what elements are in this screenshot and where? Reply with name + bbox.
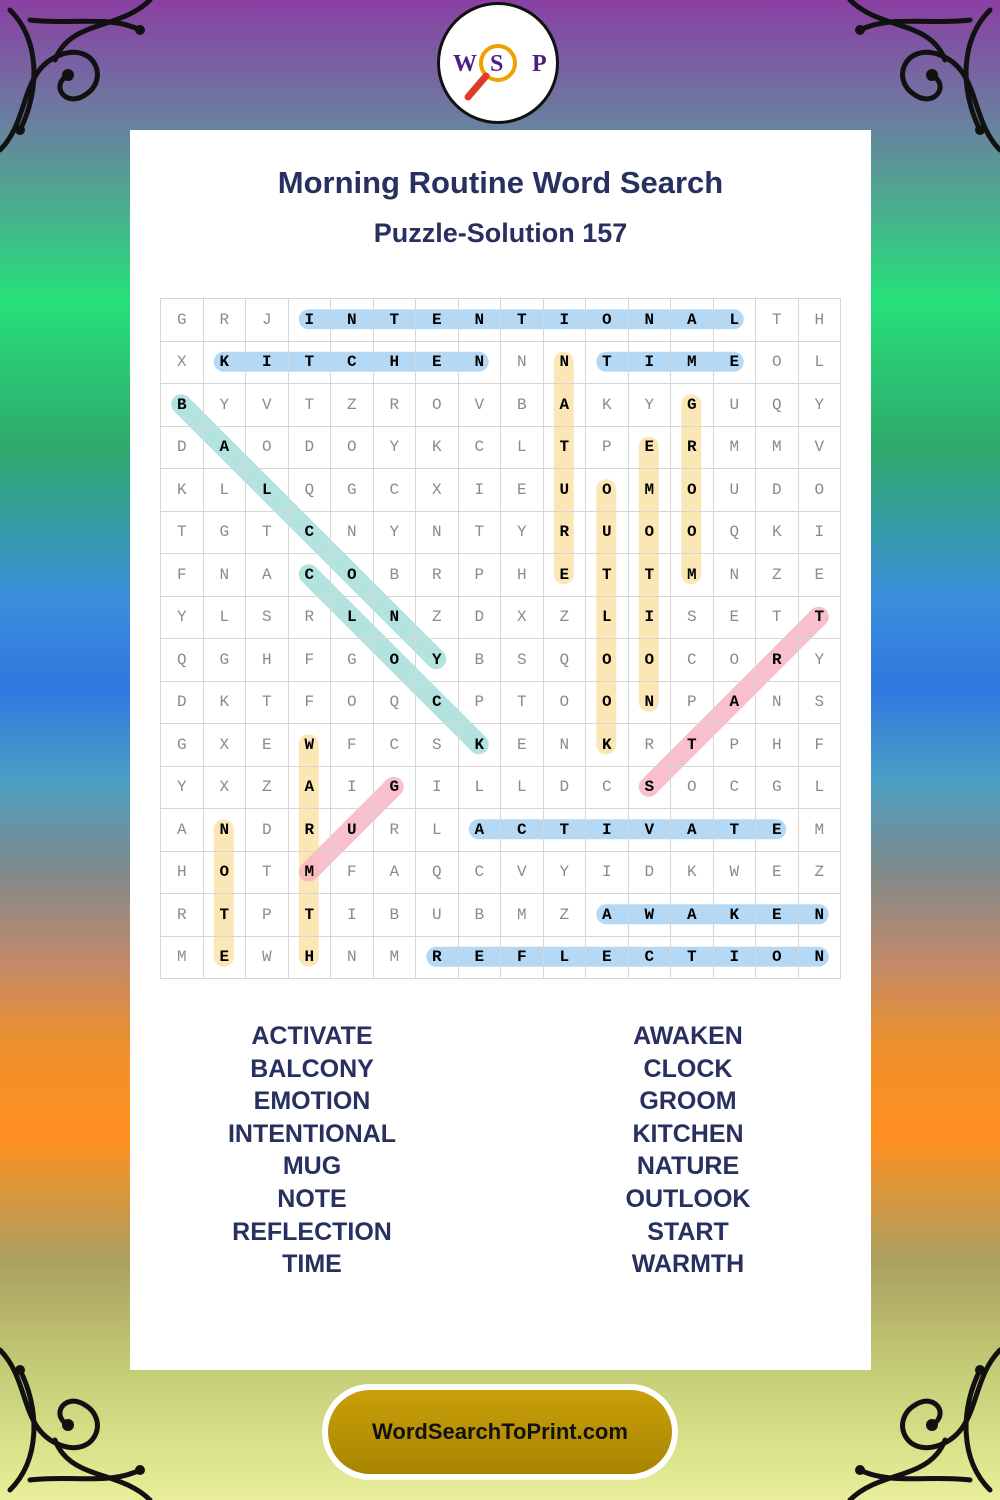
grid-cell[interactable]: C [289, 512, 332, 555]
grid-cell[interactable]: L [586, 597, 629, 640]
grid-cell[interactable]: C [629, 937, 672, 980]
grid-cell[interactable]: D [629, 852, 672, 895]
grid-cell[interactable]: I [331, 894, 374, 937]
grid-cell[interactable]: T [799, 597, 842, 640]
grid-cell[interactable]: C [289, 554, 332, 597]
grid-cell[interactable]: H [161, 852, 204, 895]
grid-cell[interactable]: F [799, 724, 842, 767]
grid-cell[interactable]: E [544, 554, 587, 597]
word-list-item: START [647, 1217, 729, 1246]
grid-cell[interactable]: C [671, 639, 714, 682]
grid-cell[interactable]: L [544, 937, 587, 980]
grid-cell[interactable]: P [671, 682, 714, 725]
word-list-item: KITCHEN [632, 1119, 744, 1148]
grid-cell[interactable]: A [714, 682, 757, 725]
website-link[interactable]: WordSearchToPrint.com [328, 1390, 672, 1474]
grid-cell[interactable]: N [459, 342, 502, 385]
grid-cell[interactable]: O [331, 554, 374, 597]
grid-cell[interactable]: X [204, 767, 247, 810]
grid-cell[interactable]: G [671, 384, 714, 427]
grid-cell[interactable]: Z [756, 554, 799, 597]
grid-cell[interactable]: M [714, 427, 757, 470]
grid-cell[interactable]: T [586, 342, 629, 385]
grid-cell[interactable]: N [331, 299, 374, 342]
grid-cell[interactable]: J [246, 299, 289, 342]
grid-cell[interactable]: T [204, 894, 247, 937]
grid-cell[interactable]: N [544, 342, 587, 385]
grid-cell[interactable]: K [204, 682, 247, 725]
grid-cell[interactable]: E [416, 342, 459, 385]
grid-cell[interactable]: O [416, 384, 459, 427]
grid-cell[interactable]: Y [544, 852, 587, 895]
page-subtitle: Puzzle-Solution 157 [373, 218, 628, 248]
grid-cell[interactable]: S [671, 597, 714, 640]
grid-cell[interactable]: O [331, 682, 374, 725]
grid-cell[interactable]: C [374, 469, 417, 512]
word-list-item: EMOTION [253, 1087, 371, 1116]
grid-cell[interactable]: E [586, 937, 629, 980]
grid-cell[interactable]: T [459, 512, 502, 555]
website-badge[interactable] [322, 1384, 678, 1480]
grid-cell[interactable]: C [586, 767, 629, 810]
word-list-right [538, 1020, 838, 1281]
grid-cell[interactable]: H [799, 299, 842, 342]
word-list-item: AWAKEN [633, 1022, 743, 1050]
grid-cell[interactable]: G [161, 299, 204, 342]
grid-cell[interactable]: Y [416, 639, 459, 682]
grid-cell[interactable]: M [289, 852, 332, 895]
grid-cell[interactable]: E [756, 894, 799, 937]
grid-cell[interactable]: C [459, 852, 502, 895]
grid-cell[interactable]: Q [714, 512, 757, 555]
grid-cell[interactable]: A [161, 809, 204, 852]
grid-cell[interactable]: H [501, 554, 544, 597]
grid-cell[interactable]: Z [246, 767, 289, 810]
grid-cell[interactable]: R [416, 937, 459, 980]
grid-cell[interactable]: T [756, 299, 799, 342]
grid-cell[interactable]: Y [799, 639, 842, 682]
grid-cell[interactable]: K [459, 724, 502, 767]
grid-cell[interactable]: S [416, 724, 459, 767]
grid-cell[interactable]: P [459, 554, 502, 597]
grid-cell[interactable]: C [714, 767, 757, 810]
word-list-item: NATURE [636, 1152, 740, 1181]
grid-cell[interactable]: M [671, 342, 714, 385]
grid-cell[interactable]: R [161, 894, 204, 937]
grid-cell[interactable]: H [756, 724, 799, 767]
grid-cell[interactable]: T [629, 554, 672, 597]
grid-cell[interactable]: F [161, 554, 204, 597]
grid-cell[interactable]: O [204, 852, 247, 895]
grid-cell[interactable]: Y [629, 384, 672, 427]
grid-cell[interactable]: D [161, 682, 204, 725]
grid-cell[interactable]: M [374, 937, 417, 980]
grid-cell[interactable]: F [289, 639, 332, 682]
grid-cell[interactable]: I [586, 809, 629, 852]
grid-cell[interactable]: V [246, 384, 289, 427]
grid-cell[interactable]: L [799, 767, 842, 810]
grid-cell[interactable]: X [501, 597, 544, 640]
grid-cell[interactable]: X [204, 724, 247, 767]
grid-cell[interactable]: L [204, 469, 247, 512]
grid-cell[interactable]: N [331, 937, 374, 980]
grid-cell[interactable]: E [459, 937, 502, 980]
grid-cell[interactable]: G [204, 512, 247, 555]
grid-cell[interactable]: G [331, 639, 374, 682]
grid-cell[interactable]: O [799, 469, 842, 512]
grid-cell[interactable]: O [374, 639, 417, 682]
word-list-item: NOTE [277, 1184, 347, 1213]
grid-cell[interactable]: E [714, 597, 757, 640]
word-list-item: TIME [282, 1250, 342, 1279]
grid-cell[interactable]: I [629, 342, 672, 385]
grid-cell[interactable]: R [629, 724, 672, 767]
grid-cell[interactable]: A [671, 299, 714, 342]
grid-cell[interactable]: O [714, 639, 757, 682]
grid-cell[interactable]: O [331, 427, 374, 470]
grid-cell[interactable]: S [799, 682, 842, 725]
grid-cell[interactable]: A [671, 809, 714, 852]
word-list-item: WARMTH [631, 1250, 745, 1279]
grid-cell[interactable]: K [671, 852, 714, 895]
grid-cell[interactable]: S [629, 767, 672, 810]
grid-cell[interactable]: O [544, 682, 587, 725]
grid-cell[interactable]: Q [756, 384, 799, 427]
page-title: Morning Routine Word Search [277, 165, 724, 200]
grid-cell[interactable]: T [161, 512, 204, 555]
grid-cell[interactable]: D [161, 427, 204, 470]
word-list-item: OUTLOOK [625, 1184, 751, 1213]
grid-cell[interactable]: U [586, 512, 629, 555]
logo-letter-w: W [453, 51, 477, 77]
grid-cell[interactable]: R [544, 512, 587, 555]
grid-cell[interactable]: Y [204, 384, 247, 427]
grid-cell[interactable]: D [756, 469, 799, 512]
grid-cell[interactable]: Y [161, 597, 204, 640]
grid-cell[interactable]: B [374, 554, 417, 597]
grid-cell[interactable]: T [586, 554, 629, 597]
grid-cell[interactable]: L [714, 299, 757, 342]
grid-cell[interactable]: A [289, 767, 332, 810]
grid-cell[interactable]: I [799, 512, 842, 555]
grid-cell[interactable]: N [416, 512, 459, 555]
grid-cell[interactable]: O [586, 299, 629, 342]
grid-cell[interactable]: L [204, 597, 247, 640]
grid-cell[interactable]: O [586, 639, 629, 682]
grid-cell[interactable]: T [501, 299, 544, 342]
grid-cell[interactable]: N [799, 937, 842, 980]
grid-cell[interactable]: R [416, 554, 459, 597]
grid-cell[interactable]: Y [374, 427, 417, 470]
grid-cell[interactable]: N [799, 894, 842, 937]
grid-cell[interactable]: A [374, 852, 417, 895]
grid-cell[interactable]: Q [289, 469, 332, 512]
word-list-item: GROOM [639, 1087, 737, 1116]
grid-cell[interactable]: L [416, 809, 459, 852]
grid-cell[interactable]: Q [416, 852, 459, 895]
grid-cell[interactable]: R [374, 384, 417, 427]
grid-cell[interactable]: D [544, 767, 587, 810]
grid-cell[interactable]: Z [544, 894, 587, 937]
grid-cell[interactable]: T [246, 852, 289, 895]
word-list-item: INTENTIONAL [227, 1119, 397, 1148]
grid-cell[interactable]: O [246, 427, 289, 470]
grid-cell[interactable]: V [501, 852, 544, 895]
word-list-item: REFLECTION [232, 1217, 392, 1246]
grid-cell[interactable]: I [246, 342, 289, 385]
grid-cell[interactable]: Y [161, 767, 204, 810]
grid-cell[interactable]: B [161, 384, 204, 427]
grid-cell[interactable]: Z [544, 597, 587, 640]
grid-cell[interactable]: S [501, 639, 544, 682]
grid-cell[interactable]: W [629, 894, 672, 937]
grid-cell[interactable]: N [714, 554, 757, 597]
grid-cell[interactable]: G [204, 639, 247, 682]
grid-cell[interactable]: T [544, 809, 587, 852]
grid-cell[interactable]: Q [374, 682, 417, 725]
grid-cell[interactable]: I [544, 299, 587, 342]
grid-cell[interactable]: M [629, 469, 672, 512]
grid-cell[interactable]: O [586, 682, 629, 725]
grid-cell[interactable]: T [671, 937, 714, 980]
grid-cell[interactable]: Q [161, 639, 204, 682]
grid-cell[interactable]: X [416, 469, 459, 512]
grid-cell[interactable]: F [289, 682, 332, 725]
grid-cell[interactable]: P [459, 682, 502, 725]
grid-cell[interactable]: O [671, 512, 714, 555]
grid-cell[interactable]: V [629, 809, 672, 852]
grid-cell[interactable]: E [416, 299, 459, 342]
grid-cell[interactable]: R [204, 299, 247, 342]
grid-cell[interactable]: E [501, 469, 544, 512]
wsp-logo [437, 2, 559, 124]
grid-cell[interactable]: G [161, 724, 204, 767]
grid-cell[interactable]: W [714, 852, 757, 895]
grid-cell[interactable]: G [331, 469, 374, 512]
grid-cell[interactable]: L [799, 342, 842, 385]
grid-cell[interactable]: U [544, 469, 587, 512]
grid-cell[interactable]: O [586, 469, 629, 512]
grid-cell[interactable]: L [331, 597, 374, 640]
grid-cell[interactable]: K [714, 894, 757, 937]
grid-cell[interactable]: I [714, 937, 757, 980]
grid-cell[interactable]: U [714, 384, 757, 427]
grid-cell[interactable]: Y [501, 512, 544, 555]
grid-cell[interactable]: E [756, 809, 799, 852]
grid-cell[interactable]: I [586, 852, 629, 895]
grid-cell[interactable]: R [289, 809, 332, 852]
grid-cell[interactable]: G [374, 767, 417, 810]
grid-cell[interactable]: P [714, 724, 757, 767]
grid-cell[interactable]: Y [799, 384, 842, 427]
grid-cell[interactable]: P [246, 894, 289, 937]
grid-cell[interactable]: A [544, 384, 587, 427]
grid-cell[interactable]: I [416, 767, 459, 810]
grid-cell[interactable]: C [501, 809, 544, 852]
grid-cell[interactable]: F [501, 937, 544, 980]
grid-cell[interactable]: S [246, 597, 289, 640]
word-list-left [162, 1020, 462, 1281]
grid-cell[interactable]: N [204, 554, 247, 597]
grid-cell[interactable]: N [459, 299, 502, 342]
grid-cell[interactable]: A [586, 894, 629, 937]
grid-cell[interactable]: O [671, 469, 714, 512]
grid-cell[interactable]: I [629, 597, 672, 640]
grid-cell[interactable]: E [756, 852, 799, 895]
grid-cell[interactable]: M [161, 937, 204, 980]
grid-cell[interactable]: N [331, 512, 374, 555]
grid-cell[interactable]: B [374, 894, 417, 937]
grid-cell[interactable]: F [331, 852, 374, 895]
grid-cell[interactable]: O [756, 937, 799, 980]
grid-cell[interactable]: N [374, 597, 417, 640]
grid-cell[interactable]: E [629, 427, 672, 470]
grid-cell[interactable]: L [459, 767, 502, 810]
grid-cell[interactable]: R [374, 809, 417, 852]
grid-cell[interactable]: M [799, 809, 842, 852]
grid-cell[interactable]: T [671, 724, 714, 767]
grid-cell[interactable]: T [501, 682, 544, 725]
grid-cell[interactable]: K [756, 512, 799, 555]
grid-cell[interactable]: A [459, 809, 502, 852]
grid-cell[interactable]: K [204, 342, 247, 385]
grid-cell[interactable]: K [586, 724, 629, 767]
grid-cell[interactable]: C [416, 682, 459, 725]
grid-cell[interactable]: T [289, 894, 332, 937]
grid-cell[interactable]: L [501, 767, 544, 810]
grid-cell[interactable]: A [671, 894, 714, 937]
grid-cell[interactable]: N [756, 682, 799, 725]
grid-cell[interactable]: E [714, 342, 757, 385]
grid-cell[interactable]: A [246, 554, 289, 597]
grid-cell[interactable]: B [501, 384, 544, 427]
grid-cell[interactable]: N [544, 724, 587, 767]
grid-cell[interactable]: O [756, 342, 799, 385]
grid-cell[interactable]: F [331, 724, 374, 767]
grid-cell[interactable]: D [459, 597, 502, 640]
grid-cell[interactable]: H [374, 342, 417, 385]
grid-cell[interactable]: M [671, 554, 714, 597]
grid-cell[interactable]: K [161, 469, 204, 512]
grid-cell[interactable]: T [544, 427, 587, 470]
grid-cell[interactable]: N [204, 809, 247, 852]
grid-cell[interactable]: B [459, 894, 502, 937]
grid-cell[interactable]: V [459, 384, 502, 427]
grid-cell[interactable]: K [586, 384, 629, 427]
grid-cell[interactable]: Y [374, 512, 417, 555]
grid-cell[interactable]: K [416, 427, 459, 470]
grid-cell[interactable]: D [246, 809, 289, 852]
grid-cell[interactable]: U [416, 894, 459, 937]
grid-cell[interactable]: N [629, 682, 672, 725]
grid-cell[interactable]: W [289, 724, 332, 767]
grid-cell[interactable]: T [246, 682, 289, 725]
word-list-item: CLOCK [643, 1054, 733, 1083]
grid-cell[interactable]: C [331, 342, 374, 385]
logo-letter-p: P [532, 51, 547, 77]
grid-cell[interactable]: Q [544, 639, 587, 682]
grid-cell[interactable]: H [246, 639, 289, 682]
grid-cell[interactable]: O [671, 767, 714, 810]
logo-letter-s: S [490, 51, 504, 77]
grid-cell[interactable]: H [289, 937, 332, 980]
grid-cell[interactable]: X [161, 342, 204, 385]
grid-cell[interactable]: R [289, 597, 332, 640]
word-list-item: ACTIVATE [251, 1022, 373, 1050]
grid-cell[interactable]: E [501, 724, 544, 767]
grid-cell[interactable]: A [204, 427, 247, 470]
letter-grid [160, 298, 841, 979]
grid-cell[interactable]: W [246, 937, 289, 980]
grid-cell[interactable]: E [799, 554, 842, 597]
grid-cell[interactable]: B [459, 639, 502, 682]
grid-cell[interactable]: M [756, 427, 799, 470]
word-list-item: MUG [282, 1152, 342, 1181]
grid-cell[interactable]: N [501, 342, 544, 385]
grid-cell[interactable]: T [289, 342, 332, 385]
grid-cell[interactable]: N [629, 299, 672, 342]
grid-cell[interactable]: L [246, 469, 289, 512]
grid-cell[interactable]: T [714, 809, 757, 852]
grid-cell[interactable]: C [459, 427, 502, 470]
grid-cell[interactable]: U [331, 809, 374, 852]
grid-cell[interactable]: T [289, 384, 332, 427]
grid-cell[interactable]: R [671, 427, 714, 470]
grid-cell[interactable]: I [331, 767, 374, 810]
grid-cell[interactable]: G [756, 767, 799, 810]
grid-cell[interactable]: R [756, 639, 799, 682]
grid-cell[interactable]: I [459, 469, 502, 512]
grid-cell[interactable]: T [756, 597, 799, 640]
grid-cell[interactable]: T [246, 512, 289, 555]
grid-cell[interactable]: D [289, 427, 332, 470]
puzzle-sheet [130, 130, 871, 1370]
grid-cell[interactable]: V [799, 427, 842, 470]
grid-cell[interactable]: E [246, 724, 289, 767]
grid-cell[interactable]: I [289, 299, 332, 342]
word-search-board [160, 298, 841, 979]
grid-cell[interactable]: P [586, 427, 629, 470]
grid-cell[interactable]: T [374, 299, 417, 342]
grid-cell[interactable]: Z [799, 852, 842, 895]
word-list-item: BALCONY [250, 1054, 374, 1083]
grid-cell[interactable]: Z [416, 597, 459, 640]
grid-cell[interactable]: C [374, 724, 417, 767]
grid-cell[interactable]: Z [331, 384, 374, 427]
grid-cell[interactable]: U [714, 469, 757, 512]
grid-cell[interactable]: M [501, 894, 544, 937]
grid-cell[interactable]: L [501, 427, 544, 470]
grid-cell[interactable]: O [629, 639, 672, 682]
grid-cell[interactable]: O [629, 512, 672, 555]
grid-cell[interactable]: E [204, 937, 247, 980]
